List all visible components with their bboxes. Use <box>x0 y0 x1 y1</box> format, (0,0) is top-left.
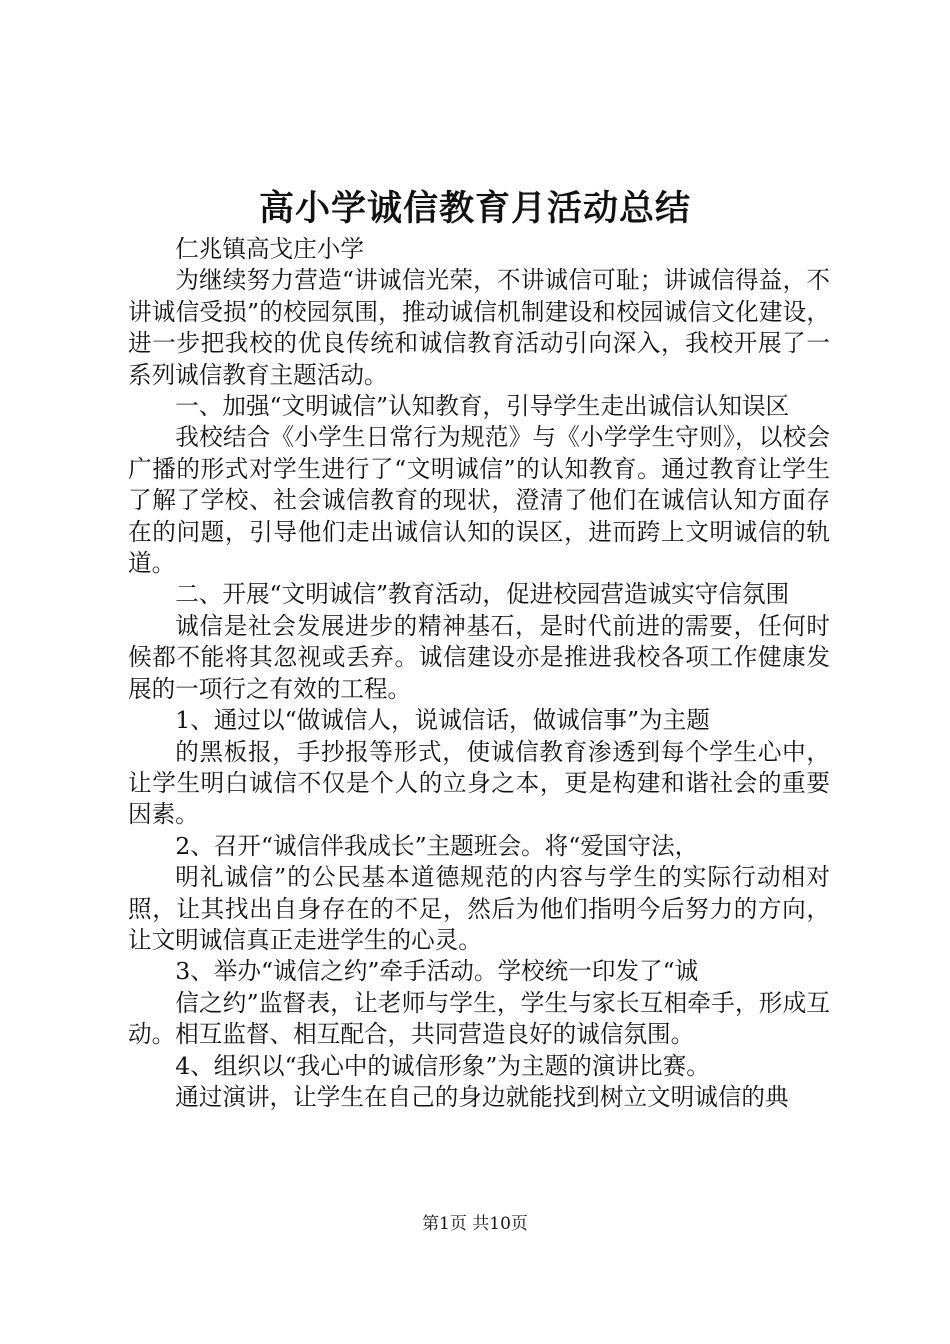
item-2-lead: 2、召开“诚信伴我成长”主题班会。将“爱国守法， <box>175 831 699 860</box>
item-1-lead: 1、通过以“做诚信人，说诚信话，做诚信事”为主题 <box>175 706 710 735</box>
item-3-lead: 3、举办“诚信之约”牵手活动。学校统一印发了“诚 <box>175 957 699 986</box>
item-4-lead: 4、组织以“我心中的诚信形象”为主题的演讲比赛。 <box>175 1051 710 1080</box>
page-footer: 第1页 共10页 <box>422 1214 528 1234</box>
document-title: 高小学诚信教育月活动总结 <box>258 188 691 229</box>
item-2-body: 明礼诚信”的公民基本道德规范的内容与学生的实际行动相对照，让其找出自身存在的不足，然后为他们指明今后努力的方向，让文明诚信真正走进学生的心灵。 <box>128 863 830 954</box>
section-heading-2: 二、开展“文明诚信”教育活动，促进校园营造诚实守信氛围 <box>175 580 790 609</box>
paragraph-section-1: 我校结合《小学生日常行为规范》与《小学学生守则》，以校会广播的形式对学生进行了“文明诚信”的认知教育。通过教育让学生了解了学校、社会诚信教育的现状，澄清了他们在诚信认知方面存在的问题，引导他们走出诚信认知的误区，进而跨上文明诚信的轨道。 <box>128 423 830 578</box>
item-3-body: 信之约”监督表，让老师与学生，学生与家长互相牵手，形成互动。相互监督、相互配合，共同营造良好的诚信氛围。 <box>128 988 830 1049</box>
item-1-body: 的黑板报，手抄报等形式，使诚信教育渗透到每个学生心中，让学生明白诚信不仅是个人的立身之本，更是构建和谐社会的重要因素。 <box>128 737 830 829</box>
section-heading-1: 一、加强“文明诚信”认知教育，引导学生走出诚信认知误区 <box>175 392 790 421</box>
document-body <box>128 234 830 1113</box>
paragraph-intro: 为继续努力营造“讲诚信光荣，不讲诚信可耻；讲诚信得益，不讲诚信受损”的校园氛围，推动诚信机制建设和校园诚信文化建设，进一步把我校的优良传统和诚信教育活动引向深入，我校开展了一系列诚信教育主题活动。 <box>128 266 830 389</box>
school-name: 仁兆镇高戈庄小学 <box>175 235 364 263</box>
paragraph-section-2: 诚信是社会发展进步的精神基石，是时代前进的需要，任何时候都不能将其忽视或丢弃。诚信建设亦是推进我校各项工作健康发展的一项行之有效的工程。 <box>128 611 830 703</box>
item-4-body: 通过演讲，让学生在自己的身边就能找到树立文明诚信的典 <box>175 1082 789 1111</box>
